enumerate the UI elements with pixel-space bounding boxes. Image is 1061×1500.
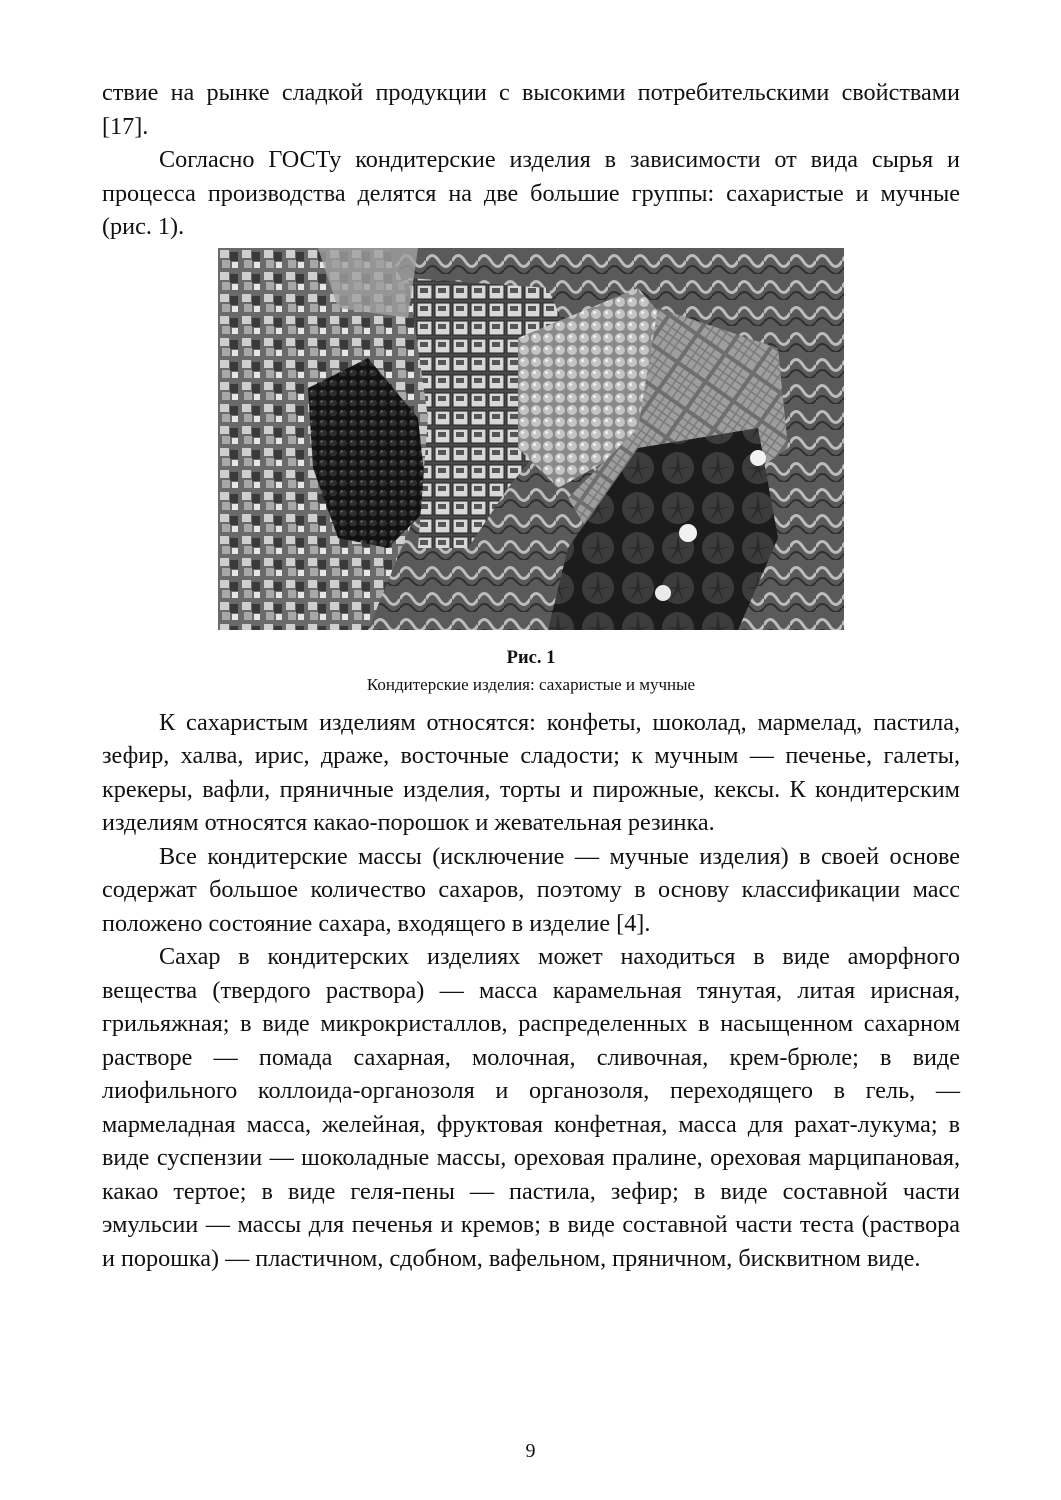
paragraph-masses: Все кондитерские массы (исключение — мучные изделия) в своей основе содержат большое количество сахаров, поэтому в основу классификации масс положено состояние сахара, входящего в изделие [4]. bbox=[102, 842, 960, 937]
paragraph-sugar-states: Сахар в кондитерских изделиях может находиться в виде аморфного вещества (твердого раствора) — масса карамельная тянутая, литая ирисная, грильяжная; в виде микрокристаллов, распределенных в насыщенном сахарном растворе — помада сахарная, молочная, сливочная, крем-брюле; в виде лиофильного коллоида-органозоля и органозоля, переходящего в гель, — мармеладная масса, желейная, фруктовая конфетная, масса для рахат-лукума; в виде суспензии — шоколадные массы, ореховая пралине, ореховая марципановая, какао тертое; в виде геля-пены — пастила, зефир; в виде составной части эмульсии — массы для печенья и кремов; в виде составной части теста (раствора и порошка) — пластичном, сдобном, вафельном, пряничном, бисквитном виде. bbox=[102, 943, 960, 1272]
figure-caption: Кондитерские изделия: сахаристые и мучные bbox=[366, 674, 696, 694]
paragraph-sugar-products: К сахаристым изделиям относятся: конфеты, шоколад, мармелад, пастила, зефир, халва, ирис, драже, восточные сладости; к мучным — печенье, галеты, крекеры, вафли, пряничные изделия, торты и пирожные, кексы. К кондитерским изделиям относятся какао-порошок и жевательная резинка. bbox=[102, 708, 960, 836]
figure-1 bbox=[102, 248, 960, 696]
page-number: 9 bbox=[525, 1440, 536, 1462]
confectionery-photo bbox=[218, 248, 844, 630]
paragraph-gost: Согласно ГОСТу кондитерские изделия в зависимости от вида сырья и процесса производства делятся на две большие группы: сахаристые и мучные (рис. 1). bbox=[102, 146, 960, 240]
page-content bbox=[102, 76, 960, 1275]
figure-number: Рис. 1 bbox=[506, 647, 556, 668]
paragraph-continuation: ствие на рынке сладкой продукции с высокими потребительскими свойствами [17]. bbox=[102, 79, 960, 140]
